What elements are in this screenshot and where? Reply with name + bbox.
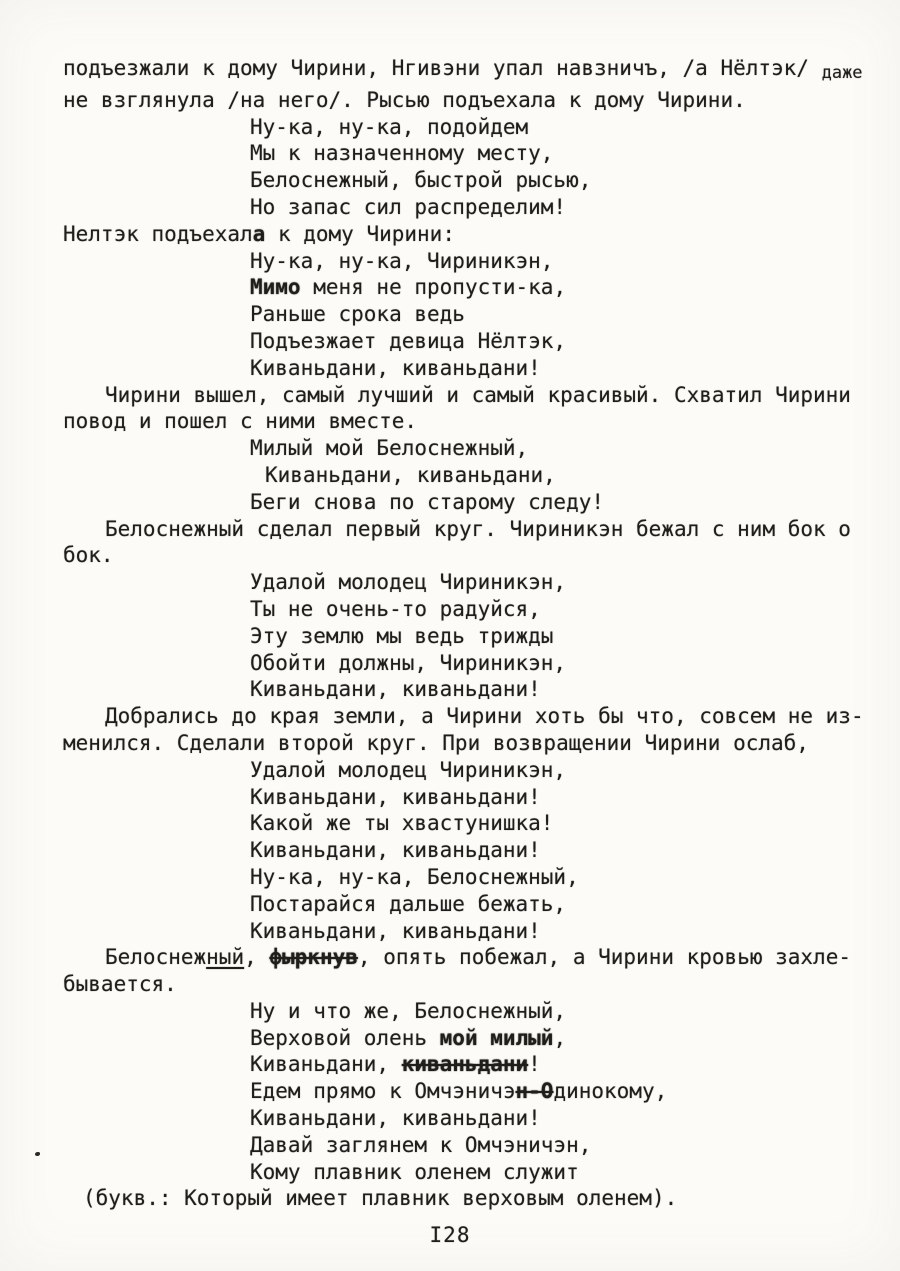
text-segment: Белоснеж	[105, 945, 207, 970]
text-line	[63, 55, 888, 87]
text-line	[83, 1185, 888, 1212]
text-segment: Киваньдани,	[250, 1052, 402, 1077]
text-line	[250, 1105, 888, 1132]
page-number: I28	[429, 1223, 471, 1247]
text-segment: Давай заглянем к Омчэничэн,	[250, 1132, 592, 1157]
text-line	[250, 864, 888, 891]
text-line	[63, 221, 888, 248]
text-segment: бывается.	[63, 972, 177, 997]
text-segment: Мы к назначенному месту,	[250, 141, 554, 166]
text-block	[63, 55, 888, 1212]
text-line	[250, 810, 888, 837]
text-segment: (букв.: Который имеет плавник верховым оленем).	[83, 1186, 678, 1211]
text-line	[250, 1078, 888, 1105]
text-segment: Подъезжает девица Нёлтэк,	[250, 328, 567, 353]
text-segment: Удалой молодец Чириникэн,	[250, 570, 567, 595]
text-segment: Ну-ка, ну-ка, Белоснежный,	[250, 864, 579, 889]
text-line	[250, 1159, 888, 1186]
text-segment: Чирини вышел, самый лучший и самый красивый. Схватил Чирини	[105, 382, 851, 407]
text-line	[250, 918, 888, 945]
text-segment: Ты не очень-то радуйся,	[250, 596, 541, 621]
text-segment: Верховой олень	[250, 1025, 440, 1050]
text-segment: Киваньдани, киваньдани!	[250, 1106, 541, 1131]
text-segment: повод и пошел с ними вместе.	[63, 409, 418, 434]
text-line	[250, 114, 888, 141]
text-segment: Обойти должны, Чириникэн,	[250, 650, 567, 675]
text-segment: Едем прямо к Омчэничэ	[250, 1079, 516, 1104]
text-segment: Какой же ты хвастунишка!	[250, 811, 554, 836]
text-line	[250, 274, 888, 301]
text-segment: Мимо	[250, 275, 301, 300]
text-segment: даже	[821, 63, 863, 83]
text-segment: Постарайся дальше бежать,	[250, 891, 567, 916]
text-line	[105, 703, 888, 730]
text-segment: Киваньдани, киваньдани!	[250, 677, 541, 702]
text-line	[105, 516, 888, 543]
text-line	[250, 1025, 888, 1052]
text-segment: ,	[244, 945, 270, 970]
text-line	[250, 435, 888, 462]
text-segment: динокому,	[553, 1079, 668, 1104]
text-segment: Беги снова по старому следу!	[250, 489, 605, 514]
text-segment: подъезжали к дому Чирини, Нгивэни упал навзничъ, /а Нёлтэк/	[63, 56, 822, 80]
text-line	[250, 623, 888, 650]
text-line	[250, 837, 888, 864]
text-line	[63, 971, 888, 998]
text-segment: бок.	[63, 543, 114, 568]
text-line	[250, 355, 888, 382]
text-segment: менился. Сделали второй круг. При возвращении Чирини ослаб,	[63, 730, 809, 755]
text-line	[250, 891, 888, 918]
text-segment: Кому плавник оленем служит	[250, 1159, 579, 1184]
text-line	[63, 408, 888, 435]
text-segment: киваньдани	[401, 1052, 529, 1077]
text-segment: меня не пропусти-ка,	[300, 275, 567, 300]
text-segment: Киваньдани, киваньдани!	[250, 784, 541, 809]
text-line	[250, 1132, 888, 1159]
text-segment: Ну и что же, Белоснежный,	[250, 998, 567, 1023]
text-segment: Милый мой Белоснежный,	[250, 436, 529, 461]
text-line	[105, 944, 888, 971]
text-segment: ,	[553, 1025, 567, 1050]
text-segment: ный	[206, 945, 245, 970]
text-segment: а	[252, 221, 266, 246]
text-segment: Раньше срока ведь	[250, 302, 465, 327]
text-segment: Белоснежный, быстрой рысью,	[250, 168, 592, 193]
text-line	[265, 462, 888, 489]
text-segment: Удалой молодец Чириникэн,	[250, 757, 567, 782]
text-line	[250, 248, 888, 275]
text-segment: Ну-ка, ну-ка, подойдем	[250, 114, 529, 139]
text-line	[250, 784, 888, 811]
text-segment: Белоснежный сделал первый круг. Чириникэн бежал с ним бок о	[105, 516, 851, 541]
text-segment: Киваньдани, киваньдани!	[250, 355, 541, 380]
text-line	[250, 998, 888, 1025]
text-line	[250, 489, 888, 516]
text-segment: Киваньдани, киваньдани,	[265, 462, 556, 487]
text-segment: Киваньдани, киваньдани!	[250, 838, 541, 863]
text-line	[250, 140, 888, 167]
text-segment: Но запас сил распределим!	[250, 194, 567, 219]
text-segment: н-О	[515, 1079, 554, 1104]
text-line	[105, 382, 888, 409]
text-line	[250, 757, 888, 784]
text-segment: фыркнув	[269, 945, 358, 970]
text-line	[63, 87, 888, 114]
text-segment: Добрались до края земли, а Чирини хоть бы что, совсем не из-	[105, 704, 864, 729]
text-segment: мой милый	[439, 1025, 554, 1050]
text-segment: Эту землю мы ведь трижды	[250, 623, 554, 648]
text-line	[250, 1051, 888, 1078]
text-line	[250, 676, 888, 703]
text-segment: не взглянула /на него/. Рысью подъехала к дому Чирини.	[63, 87, 746, 112]
text-line	[63, 542, 888, 569]
text-line	[250, 650, 888, 677]
text-segment: к дому Чирини:	[265, 221, 455, 246]
text-line	[250, 167, 888, 194]
text-line	[250, 596, 888, 623]
text-segment: Ну-ка, ну-ка, Чириникэн,	[250, 248, 554, 273]
text-line	[250, 569, 888, 596]
ink-speck	[35, 1152, 40, 1156]
text-line	[250, 301, 888, 328]
text-segment: , опять побежал, а Чирини кровью захле-	[357, 945, 851, 970]
text-segment: Киваньдани, киваньдани!	[250, 918, 541, 943]
text-segment: !	[528, 1052, 541, 1077]
text-line	[250, 194, 888, 221]
text-segment: Нелтэк подъехал	[63, 221, 253, 246]
text-line	[250, 328, 888, 355]
text-line	[63, 730, 888, 757]
